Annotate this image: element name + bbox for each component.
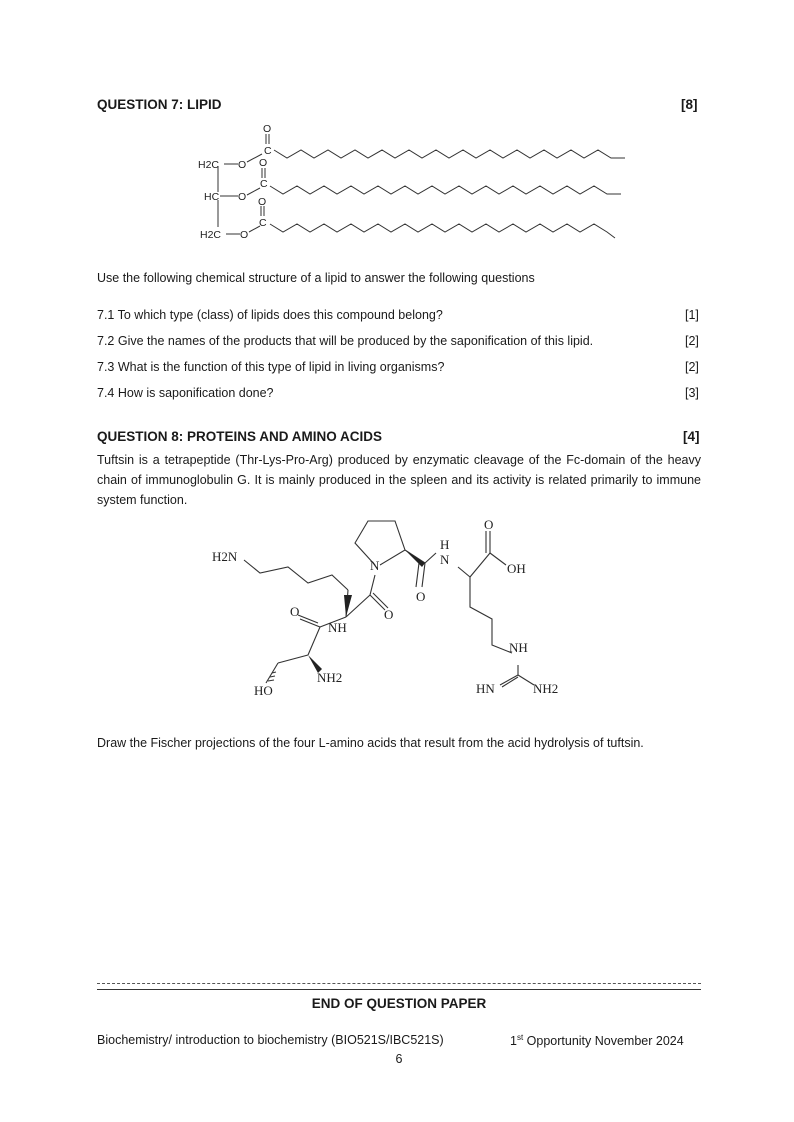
q7-item-3: 7.3 What is the function of this type of lipid in living organisms? [97, 360, 445, 374]
footer-solid-rule [97, 989, 701, 990]
svg-text:O: O [238, 191, 247, 203]
fatty-acid-chain-1 [274, 150, 625, 158]
lys-carbonyl-o: O [384, 607, 394, 622]
h2n-label: H2N [212, 549, 238, 564]
q7-item-1-marks: [1] [685, 308, 699, 322]
q7-item-4-marks: [3] [685, 386, 699, 400]
q8-instruction: Draw the Fischer projections of the four L-amino acids that result from the acid hydrolysis of tuftsin. [97, 736, 644, 750]
q7-item-4: 7.4 How is saponification done? [97, 386, 274, 400]
q8-title: QUESTION 8: PROTEINS AND AMINO ACIDS [97, 429, 383, 444]
glycerol-backbone [218, 164, 240, 234]
q7-item-1: 7.1 To which type (class) of lipids does this compound belong? [97, 308, 443, 322]
thr-nh-label: NH [328, 620, 347, 635]
footer-dashed-rule [97, 983, 701, 984]
svg-text:C: C [260, 178, 268, 190]
q8-paragraph: Tuftsin is a tetrapeptide (Thr-Lys-Pro-Arg) produced by enzymatic cleavage of the Fc-domain of the heavy chain of immunoglobulin G. It is mainly produced in the spleen and its activity is related primarily to immune system function. [97, 453, 701, 507]
svg-text:O: O [259, 157, 268, 169]
amide-h-label: H [440, 537, 450, 552]
q7-item-2-marks: [2] [685, 334, 699, 348]
course-name: Biochemistry/ introduction to biochemistry (BIO521S/IBC521S) [97, 1033, 444, 1047]
q7-marks: [8] [681, 97, 698, 112]
end-of-paper: END OF QUESTION PAPER [311, 996, 487, 1011]
pro-carbonyl-o: O [416, 589, 426, 604]
acid-oh-label: OH [507, 561, 526, 576]
amide-n-label: N [440, 552, 450, 567]
svg-text:O: O [238, 159, 247, 171]
h2c-label-bottom: H2C [200, 229, 222, 241]
q8-marks: [4] [683, 429, 700, 444]
page-number: 6 [395, 1052, 403, 1066]
q7-item-3-marks: [2] [685, 360, 699, 374]
arginine-side-chain [470, 577, 512, 653]
proline-ring [355, 521, 405, 565]
arg-nh-label: NH [509, 640, 528, 655]
q7-item-2: 7.2 Give the names of the products that will be produced by the saponification of this lipid. [97, 334, 594, 348]
h2c-label-top: H2C [198, 159, 220, 171]
opportunity-label: 1st Opportunity November 2024 [510, 1033, 684, 1049]
svg-text:C: C [259, 217, 267, 229]
thr-carbonyl-o: O [290, 604, 300, 619]
svg-text:O: O [240, 229, 249, 241]
q7-instruction: Use the following chemical structure of a lipid to answer the following questions [97, 271, 535, 285]
thr-nh2-label: NH2 [317, 670, 343, 685]
svg-text:O: O [263, 123, 272, 135]
fatty-acid-chain-3 [270, 224, 615, 238]
q7-title: QUESTION 7: LIPID [97, 97, 222, 112]
proline-n-label: N [370, 558, 380, 573]
hc-label: HC [204, 191, 220, 203]
acid-o-label: O [484, 517, 494, 532]
arg-hn-label: HN [476, 681, 495, 696]
lysine-side-chain [244, 560, 348, 590]
arg-nh2-label: NH2 [533, 681, 559, 696]
svg-text:O: O [258, 196, 267, 208]
fatty-acid-chain-2 [270, 186, 621, 194]
triglyceride-structure [190, 120, 640, 250]
tuftsin-structure [200, 515, 580, 705]
svg-text:C: C [264, 145, 272, 157]
thr-ho-label: HO [254, 683, 273, 698]
